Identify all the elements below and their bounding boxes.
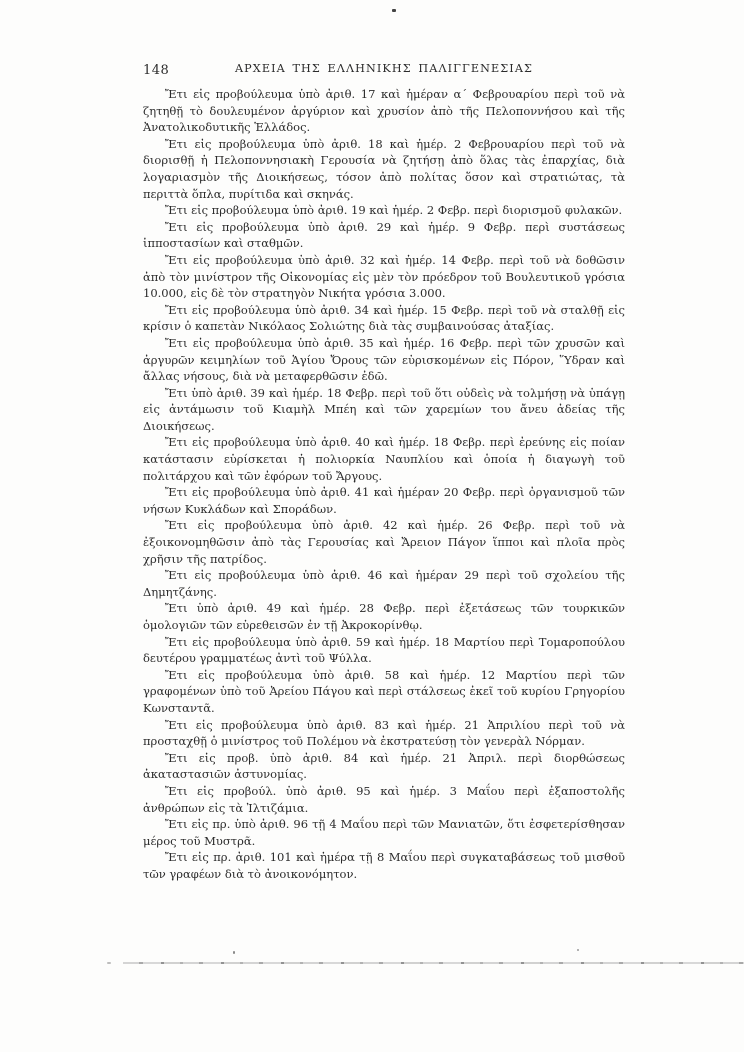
paragraph: Ἔτι εἰς προβούλευμα ὑπὸ ἀριθ. 18 καὶ ἡμέρ. 2 Φεβρουαρίου περὶ τοῦ νὰ διορισθῇ ἡ Πελοποννησιακὴ Γερουσία νὰ ζητήσῃ ἀπὸ ὅλας τὰς ἐπαρχίας, διὰ λογαριασμὸν τῆς Διοικήσεως, τόσον ἀπὸ πολίτας ὅσον καὶ στρατιώτας, τὰ περιττὰ ὅπλα, πυρίτιδα καὶ σκηνάς. (143, 136, 625, 201)
paragraph: Ἔτι εἰς προβούλευμα ὑπὸ ἀριθ. 35 καὶ ἡμέρ. 16 Φεβρ. περὶ τῶν χρυσῶν καὶ ἀργυρῶν κειμηλίων τοῦ Ἁγίου Ὄρους τῶν εὑρισκομένων εἰς Πόρον, Ὕδραν καὶ ἄλλας νήσους, διὰ νὰ μεταφερθῶσιν ἐδῶ. (143, 335, 625, 384)
paragraph: Ἔτι ὑπὸ ἀριθ. 39 καὶ ἡμέρ. 18 Φεβρ. περὶ τοῦ ὅτι οὐδεὶς νὰ τολμήσῃ νὰ ὑπάγῃ εἰς ἀντάμωσιν τοῦ Κιαμὴλ Μπέη καὶ τῶν χαρεμίων του ἄνευ ἀδείας τῆς Διοικήσεως. (143, 385, 625, 433)
paragraph: Ἔτι εἰς προβούλευμα ὑπὸ ἀριθ. 17 καὶ ἡμέραν α´ Φεβρουαρίου περὶ τοῦ νὰ ζητηθῇ τὸ δουλευμένον ἀργύριον καὶ χρυσίον ἀπὸ τῆς Πελοποννήσου καὶ τῆς Ἀνατολικοδυτικῆς Ἑλλάδος. (143, 87, 625, 135)
scan-speck (233, 951, 235, 954)
paragraph: Ἔτι εἰς προβούλευμα ὑπὸ ἀριθ. 58 καὶ ἡμέρ. 12 Μαρτίου περὶ τῶν γραφομένων ὑπὸ τοῦ Ἀρείου Πάγου καὶ περὶ στάλσεως ἐκεῖ τοῦ κυρίου Γρηγορίου Κωνσταντᾶ. (143, 667, 625, 715)
text-block (143, 86, 625, 883)
paragraph: Ἔτι εἰς πρ. ἀριθ. 101 καὶ ἡμέρα τῇ 8 Μαΐου περὶ συγκαταβάσεως τοῦ μισθοῦ τῶν γραφέων διὰ τὸ ἀνοικονόμητον. (143, 850, 625, 881)
paragraph: Ἔτι εἰς προβούλευμα ὑπὸ ἀριθ. 19 καὶ ἡμέρ. 2 Φεβρ. περὶ διορισμοῦ φυλακῶν. (165, 203, 623, 218)
scan-speck (392, 9, 396, 12)
paragraph: Ἔτι ὑπὸ ἀριθ. 49 καὶ ἡμέρ. 28 Φεβρ. περὶ ἐξετάσεως τῶν τουρκικῶν ὁμολογιῶν τῶν εὑρεθεισῶν ἐν τῇ Ἀκροκορίνθῳ. (143, 601, 625, 632)
paragraph: Ἔτι εἰς προβ. ὑπὸ ἀριθ. 84 καὶ ἡμέρ. 21 Ἀπριλ. περὶ διορθώσεως ἀκαταστασιῶν ἀστυνομίας. (143, 750, 625, 782)
paragraph: Ἔτι εἰς προβούλευμα ὑπὸ ἀριθ. 34 καὶ ἡμέρ. 15 Φεβρ. περὶ τοῦ νὰ σταλθῇ εἰς κρίσιν ὁ καπετὰν Νικόλαος Σολιώτης διὰ τὰς συμβαινούσας ἀταξίας. (143, 302, 625, 334)
paragraph: Ἔτι εἰς προβούλευμα ὑπὸ ἀριθ. 46 καὶ ἡμέραν 29 περὶ τοῦ σχολείου τῆς Δημητζάνης. (143, 568, 625, 599)
paragraph: Ἔτι εἰς προβούλευμα ὑπὸ ἀριθ. 32 καὶ ἡμέρ. 14 Φεβρ. περὶ τοῦ νὰ δοθῶσιν ἀπὸ τὸν μινίστρον τῆς Οἰκονομίας εἰς μὲν τὸν πρόεδρον τοῦ Βουλευτικοῦ γρόσια 10.000, εἰς δὲ τὸν στρατηγὸν Νικήτα γρόσια 3.000. (143, 252, 625, 301)
paragraph: Ἔτι εἰς προβούλ. ὑπὸ ἀριθ. 95 καὶ ἡμέρ. 3 Μαΐου περὶ ἐξαποστολῆς ἀνθρώπων εἰς τὰ Ἰλτιζάμια. (143, 783, 625, 815)
scan-speck (577, 949, 579, 951)
paragraph: Ἔτι εἰς πρ. ὑπὸ ἀριθ. 96 τῇ 4 Μαΐου περὶ τῶν Μανιατῶν, ὅτι ἐσφετερίσθησαν μέρος τοῦ Μυστρᾶ. (143, 817, 625, 848)
page-header (143, 62, 625, 80)
running-title: ΑΡΧΕΙΑ ΤΗΣ ΕΛΛΗΝΙΚΗΣ ΠΑΛΙΓΓΕΝΕΣΙΑΣ (234, 62, 534, 75)
scan-artifact-line (123, 962, 744, 964)
paragraph: Ἔτι εἰς προβούλευμα ὑπὸ ἀριθ. 40 καὶ ἡμέρ. 18 Φεβρ. περὶ ἐρεύνης εἰς ποίαν κατάστασιν εὑρίσκεται ἡ πολιορκία Ναυπλίου καὶ ὁποία ἡ διαγωγὴ τοῦ πολιτάρχου καὶ τῶν ἐφόρων τοῦ Ἄργους. (143, 435, 625, 483)
paragraph: Ἔτι εἰς προβούλευμα ὑπὸ ἀριθ. 41 καὶ ἡμέραν 20 Φεβρ. περὶ ὀργανισμοῦ τῶν νήσων Κυκλάδων καὶ Σποράδων. (143, 485, 625, 516)
scan-speck (107, 962, 111, 964)
paragraph: Ἔτι εἰς προβούλευμα ὑπὸ ἀριθ. 83 καὶ ἡμέρ. 21 Ἀπριλίου περὶ τοῦ νὰ προσταχθῇ ὁ μινίστρος τοῦ Πολέμου νὰ ἐκστρατεύσῃ τὸν γενερὰλ Νόρμαν. (143, 717, 625, 749)
page-number: 148 (143, 63, 170, 78)
paragraph: Ἔτι εἰς προβούλευμα ὑπὸ ἀριθ. 29 καὶ ἡμέρ. 9 Φεβρ. περὶ συστάσεως ἱπποστασίων καὶ σταθμῶν. (143, 219, 625, 251)
paragraph: Ἔτι εἰς προβούλευμα ὑπὸ ἀριθ. 59 καὶ ἡμέρ. 18 Μαρτίου περὶ Τομαροπούλου δευτέρου γραμματέως ἀντὶ τοῦ Ψύλλα. (143, 634, 625, 666)
paragraph: Ἔτι εἰς προβούλευμα ὑπὸ ἀριθ. 42 καὶ ἡμέρ. 26 Φεβρ. περὶ τοῦ νὰ ἐξοικονομηθῶσιν ἀπὸ τὰς Γερουσίας καὶ Ἄρειον Πάγον ἵπποι καὶ πλοῖα πρὸς χρῆσιν τῆς πατρίδος. (143, 518, 625, 566)
